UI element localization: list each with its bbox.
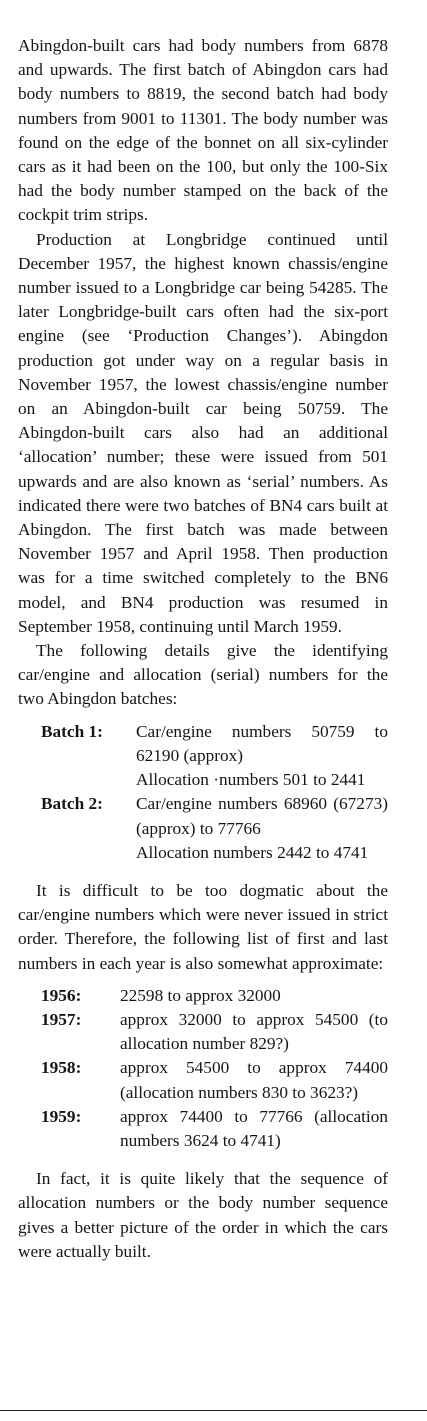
batch-item [18,720,388,793]
batch-car-engine: Car/engine numbers 68960 (67273) (approx) to 77766 [136,794,388,838]
batch-list [18,720,388,865]
footer-rule [0,1410,427,1411]
batch-allocation: Allocation ·numbers 501 to 2441 [136,770,366,790]
paragraph-years-intro: It is difficult to be too dogmatic about the car/engine numbers which were never issued in strict order. Therefore, the following list of first and last numbers in each year is also somewhat approximate: [18,880,388,973]
year-label: 1959: [41,1106,82,1126]
batch-label: Batch 2: [41,794,103,814]
page-body [18,34,388,1264]
year-item [18,984,388,1008]
year-label: 1958: [41,1058,82,1078]
year-list [18,984,388,1153]
paragraph-conclusion: In fact, it is quite likely that the sequence of allocation numbers or the body number sequence gives a better picture of the order in which the cars were actually built. [18,1169,388,1261]
year-item [18,1105,388,1153]
paragraph-production: Production at Longbridge continued until December 1957, the highest known chassis/engine number issued to a Longbridge car being 54285. The later Longbridge-built cars often had the six-port engine (see ‘Production Changes’). Abingdon production got under way on a regular basis in November 1957, the lowest chassis/engine number on an Abingdon-built car being 50759. The Abingdon-built cars also had an additional ‘allocation’ number; these were issued from 501 upwards and are also known as ‘serial’ numbers. As indicated there were two batches of BN4 cars built at Abingdon. The first batch was made between November 1957 and April 1958. Then production was for a time switched completely to the BN6 model, and BN4 production was resumed in September 1958, continuing until March 1959. [18,229,388,636]
year-label: 1956: [41,985,82,1005]
year-item [18,1056,388,1104]
paragraph-batches-intro: The following details give the identifying car/engine and allocation (serial) numbers for the two Abingdon batches: [18,641,388,709]
year-range: approx 74400 to 77766 (allocation numbers 3624 to 4741) [120,1106,388,1150]
batch-allocation: Allocation numbers 2442 to 4741 [136,842,369,862]
year-range: approx 54500 to approx 74400 (allocation numbers 830 to 3623?) [120,1058,388,1102]
year-label: 1957: [41,1009,82,1029]
batch-label: Batch 1: [41,721,103,741]
year-range: 22598 to approx 32000 [120,985,281,1005]
year-range: approx 32000 to approx 54500 (to allocation number 829?) [120,1009,388,1054]
year-item [18,1008,388,1056]
batch-item [18,792,388,865]
paragraph-body-numbers: Abingdon-built cars had body numbers from 6878 and upwards. The first batch of Abingdon cars had body numbers to 8819, the second batch had body numbers from 9001 to 11301. The body number was found on the edge of the bonnet on all six-cylinder cars as it had been on the 100, but only the 100-Six had the body number stamped on the back of the cockpit trim strips. [18,36,388,225]
batch-car-engine: Car/engine numbers 50759 to 62190 (approx) [136,721,388,765]
